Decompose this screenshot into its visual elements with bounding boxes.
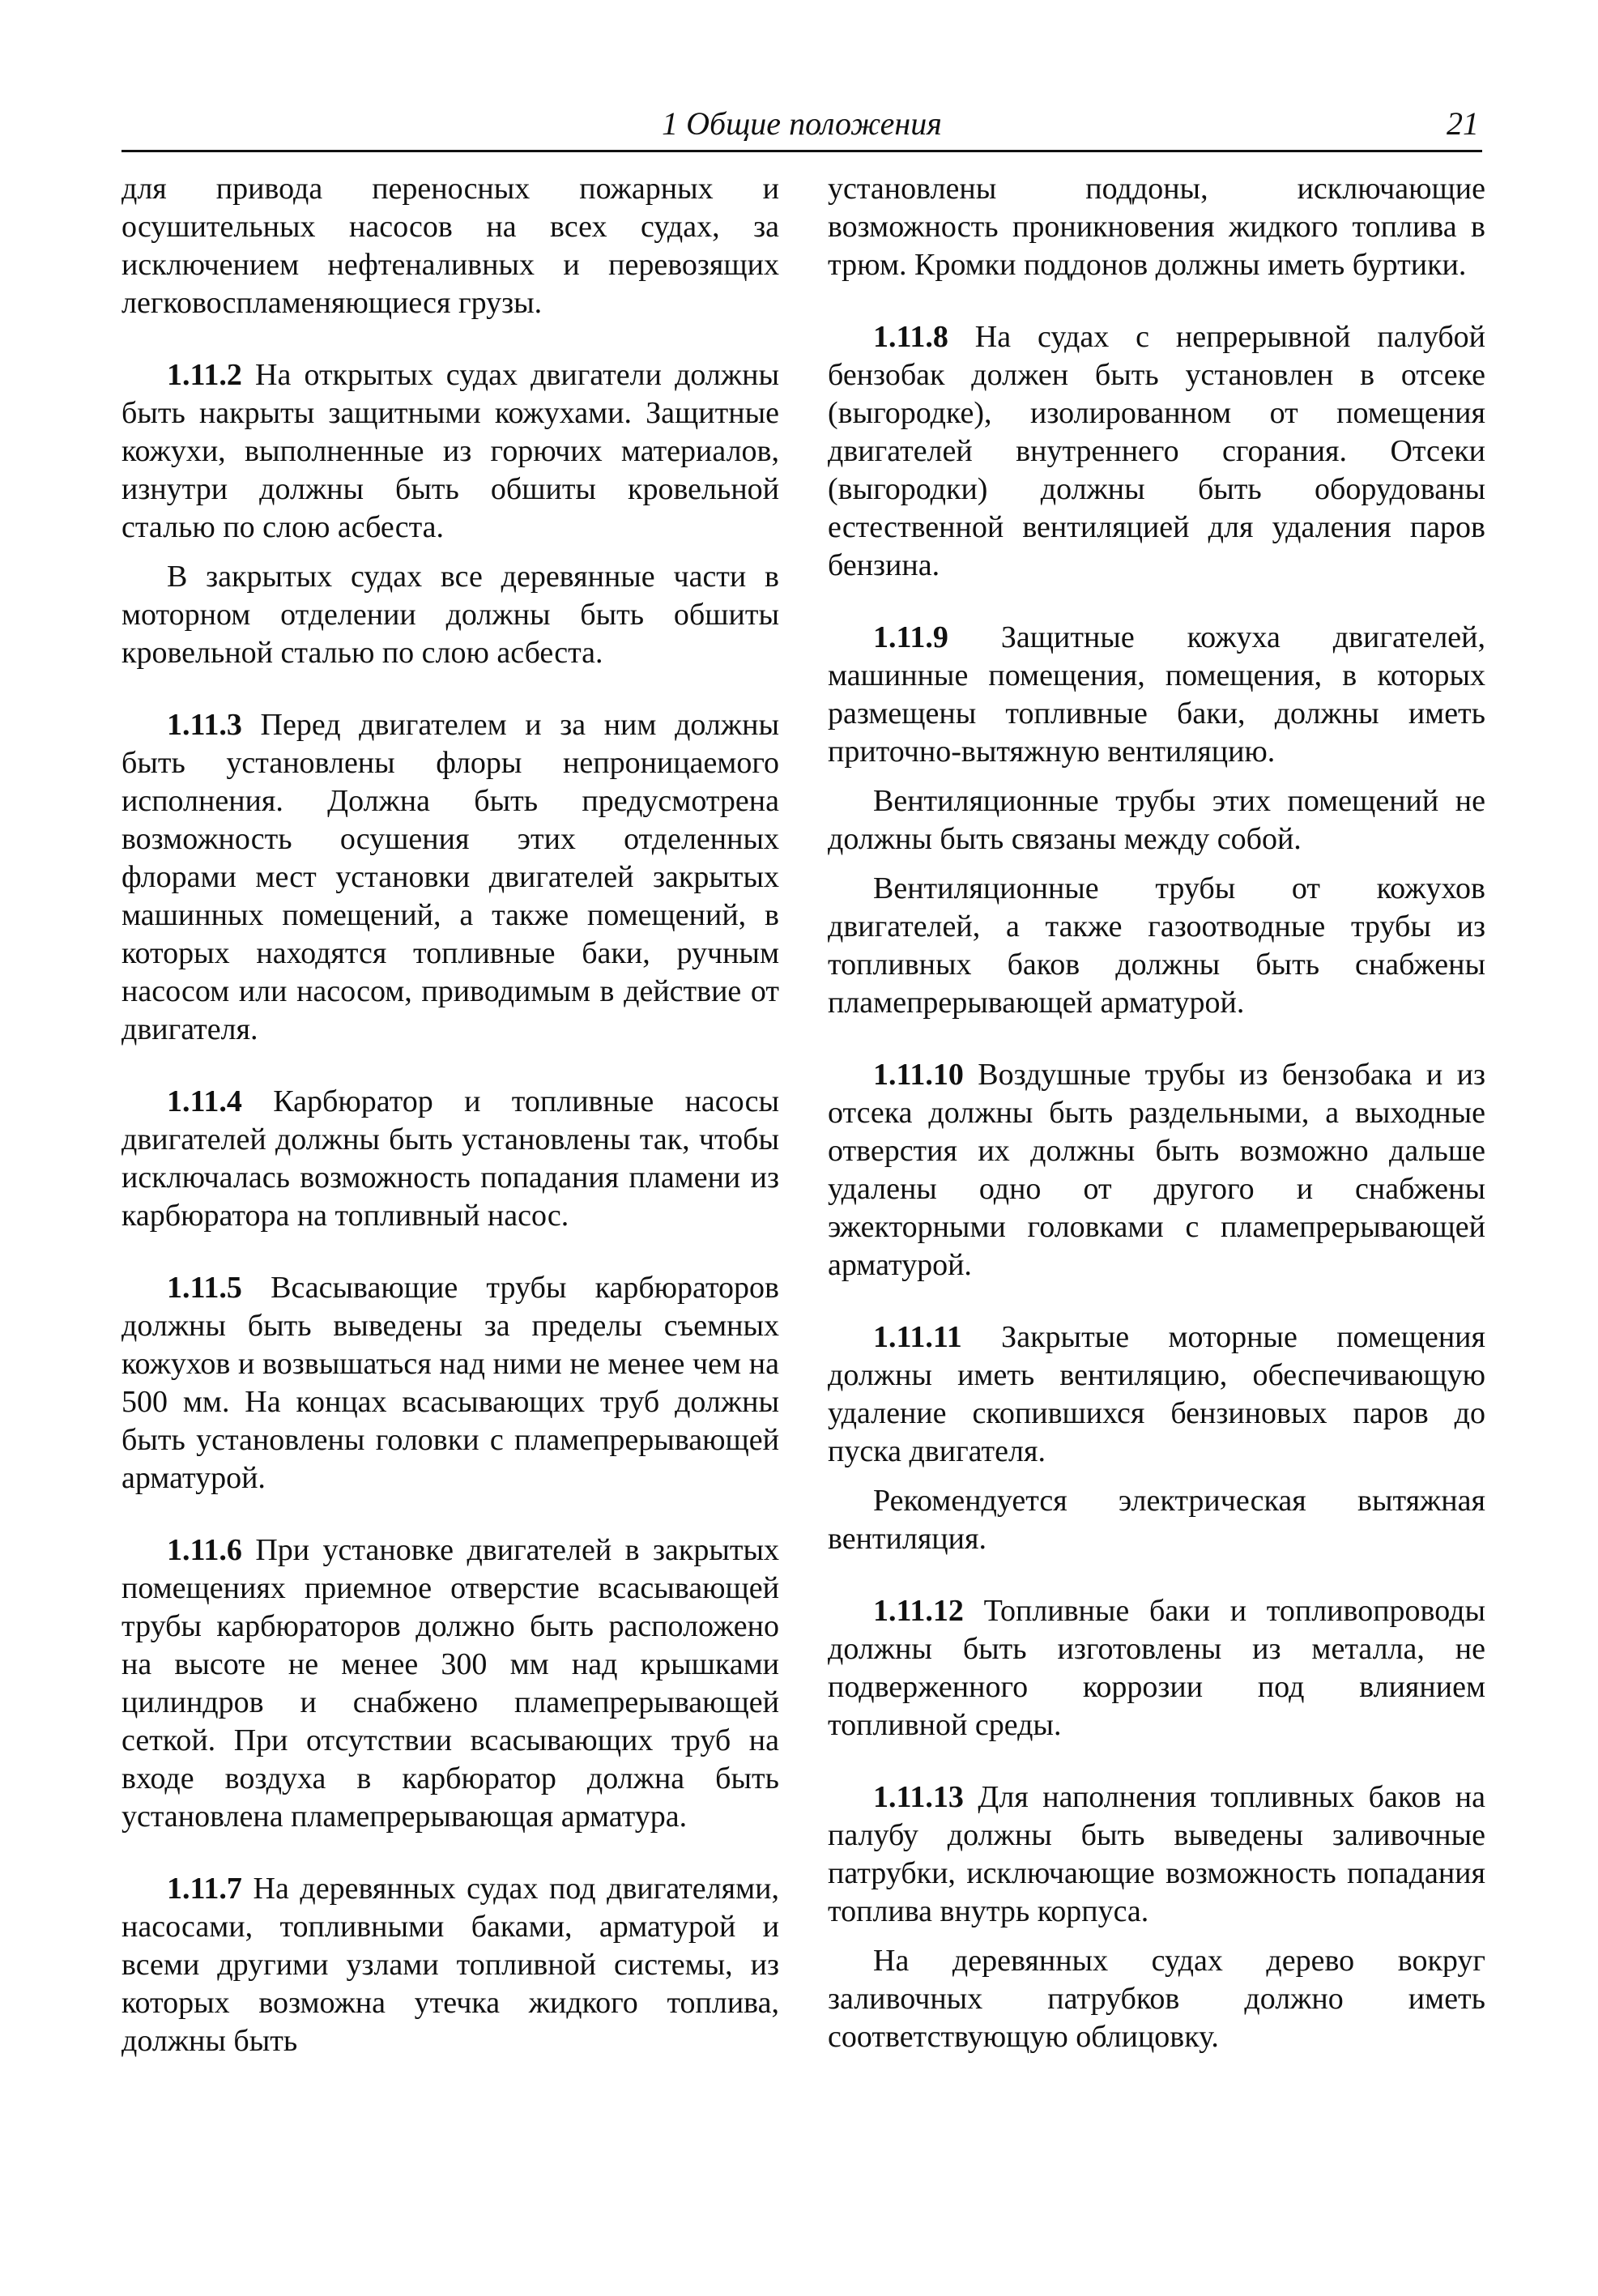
- clause-1-11-12: [828, 1592, 1485, 1744]
- clause-text: Защитные кожуха двигателей, машинные помещения, помещения, в которых размещены топливные баки, должны иметь приточно-вытяжную вентиляцию.: [828, 620, 1485, 769]
- clause-1-11-5: [121, 1269, 779, 1497]
- clause-text: Всасывающие трубы карбюраторов должны быть выведены за пределы съемных кожухов и возвышаться над ними не менее чем на 500 мм. На концах всасывающих труб должны быть установлены головки с пламепрерывающей арматурой.: [121, 1271, 779, 1495]
- clause-text: На открытых судах двигатели должны быть накрыты защитными кожухами. Защитные кожухи, выполненные из горючих материалов, изнутри должны быть обшиты кровельной сталью по слою асбеста.: [121, 358, 779, 544]
- clause-text: На судах с непрерывной палубой бензобак должен быть установлен в отсеке (выгородке), изолированном от помещения двигателей внутреннего сгорания. Отсеки (выгородки) должны быть оборудованы естественной вентиляцией для удаления паров бензина.: [828, 320, 1485, 582]
- clause-number: 1.11.7: [167, 1872, 242, 1906]
- paragraph-continuation: для привода переносных пожарных и осушительных насосов на всех судах, за исключением нефтеналивных и перевозящих легковоспламеняющиеся грузы.: [121, 172, 779, 320]
- clause-text: Карбюратор и топливные насосы двигателей должны быть установлены так, чтобы исключалась возможность попадания пламени из карбюратора на топливный насос.: [121, 1084, 779, 1233]
- left-column: [121, 170, 779, 2094]
- clause-number: 1.11.3: [167, 708, 242, 742]
- clause-number: 1.11.8: [873, 320, 948, 354]
- clause-1-11-9: [828, 619, 1485, 771]
- clause-1-11-2: [121, 356, 779, 547]
- clause-number: 1.11.11: [873, 1320, 962, 1354]
- paragraph: Вентиляционные трубы этих помещений не должны быть связаны между собой.: [828, 784, 1485, 856]
- section-title: 1 Общие положения: [662, 105, 942, 142]
- paragraph: В закрытых судах все деревянные части в моторном отделении должны быть обшиты кровельной сталью по слою асбеста.: [121, 560, 779, 670]
- clause-text: На деревянных судах под двигателями, насосами, топливными баками, арматурой и всеми другими узлами топливной системы, из которых возможна утечка жидкого топлива, должны быть: [121, 1872, 779, 2058]
- clause-number: 1.11.12: [873, 1594, 964, 1628]
- clause-number: 1.11.9: [873, 620, 948, 654]
- clause-text: При установке двигателей в закрытых помещениях приемное отверстие всасывающей трубы карбюраторов должно быть расположено на высоте не менее 300 мм над крышками цилиндров и снабжено пламепрерывающей сеткой. При отсутствии всасывающих труб на входе воздуха в карбюратор должна быть установлена пламепрерывающая арматура.: [121, 1533, 779, 1834]
- clause-1-11-8: [828, 318, 1485, 585]
- clause-number: 1.11.4: [167, 1084, 242, 1118]
- clause-text: Воздушные трубы из бензобака и из отсека должны быть раздельными, а выходные отверстия их должны быть возможно дальше удалены одно от другого и снабжены эжекторными головками с пламепрерывающей арматурой.: [828, 1058, 1485, 1282]
- clause-number: 1.11.13: [873, 1780, 964, 1814]
- paragraph: На деревянных судах дерево вокруг заливочных патрубков должно иметь соответствующую облицовку.: [828, 1944, 1485, 2054]
- clause-text: Топливные баки и топливопроводы должны быть изготовлены из металла, не подверженного коррозии под влиянием топливной среды.: [828, 1594, 1485, 1742]
- clause-1-11-13: [828, 1778, 1485, 1931]
- clause-1-11-6: [121, 1531, 779, 1836]
- right-column: [828, 170, 1485, 2090]
- paragraph: Вентиляционные трубы от кожухов двигателей, а также газоотводные трубы из топливных баков должны быть снабжены пламепрерывающей арматурой.: [828, 871, 1485, 1020]
- clause-text: Для наполнения топливных баков на палубу должны быть выведены заливочные патрубки, исключающие возможность попадания топлива внутрь корпуса.: [828, 1780, 1485, 1928]
- clause-number: 1.11.10: [873, 1058, 964, 1092]
- running-header: [121, 101, 1482, 152]
- clause-text: Перед двигателем и за ним должны быть установлены флоры непроницаемого исполнения. Должна быть предусмотрена возможность осушения этих отделенных флорами мест установки двигателей закрытых машинных помещений, а также помещений, в которых находятся топливные баки, ручным насосом или насосом, приводимым в действие от двигателя.: [121, 708, 779, 1046]
- clause-text: Закрытые моторные помещения должны иметь вентиляцию, обеспечивающую удаление скопившихся бензиновых паров до пуска двигателя.: [828, 1320, 1485, 1468]
- clause-1-11-3: [121, 706, 779, 1049]
- clause-1-11-7: [121, 1870, 779, 2060]
- clause-number: 1.11.6: [167, 1533, 242, 1567]
- clause-number: 1.11.2: [167, 358, 242, 392]
- clause-1-11-4: [121, 1083, 779, 1235]
- clause-number: 1.11.5: [167, 1271, 242, 1305]
- paragraph-continuation: установлены поддоны, исключающие возможность проникновения жидкого топлива в трюм. Кромки поддонов должны иметь буртики.: [828, 172, 1485, 282]
- clause-1-11-11: [828, 1318, 1485, 1471]
- paragraph: Рекомендуется электрическая вытяжная вентиляция.: [828, 1484, 1485, 1556]
- page-number: 21: [1447, 105, 1479, 142]
- clause-1-11-10: [828, 1056, 1485, 1284]
